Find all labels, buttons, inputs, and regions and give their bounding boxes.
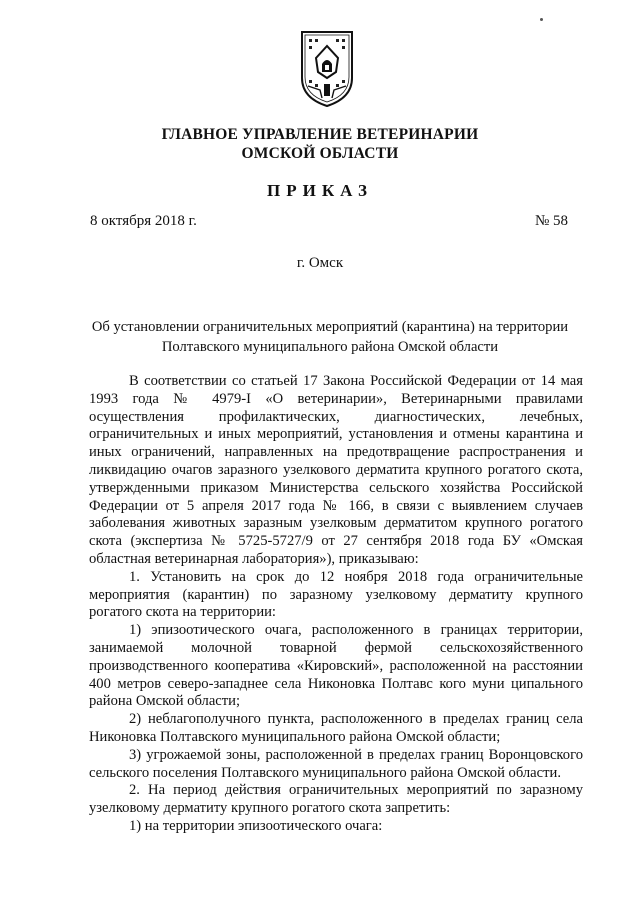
document-date: 8 октября 2018 г. <box>90 213 197 229</box>
order-item-1-subitem-3: 3) угрожаемой зоны, расположенной в пределах границ Воронцовского сельского поселения Полтавского муниципального района Омской области. <box>89 746 583 781</box>
subject-line-1: Об установлении ограничительных мероприятий (карантина) на территории <box>91 319 569 335</box>
coat-of-arms-emblem <box>300 28 354 108</box>
order-item-1-subitem-2: 2) неблагополучного пункта, расположенного в пределах границ села Никоновка Полтавского муниципального района Омской области; <box>89 711 583 745</box>
document-city: г. Омск <box>296 255 344 271</box>
document-subject <box>80 318 580 357</box>
document-type-title: ПРИКАЗ <box>267 181 373 200</box>
document-body <box>89 373 583 836</box>
order-item-2-subitem-1: 1) на территории эпизоотического очага: <box>129 817 383 834</box>
subject-line-2: Полтавского муниципального района Омской области <box>161 338 499 355</box>
authority-line-1: ГЛАВНОЕ УПРАВЛЕНИЕ ВЕТЕРИНАРИИ <box>161 126 479 143</box>
order-item-1-subitem-1: 1) эпизоотического очага, расположенного в границах территории, занимаемой молочной товарной фермой сельскохозяйственного производственного кооператива «Кировский», расположенной на расстоянии 400 метров северо-западнее села Никоновка Полтавс кого муни ципального района Омской области; <box>89 622 583 710</box>
scan-speck <box>540 18 543 21</box>
authority-line-2: ОМСКОЙ ОБЛАСТИ <box>241 145 399 162</box>
authority-name <box>0 125 640 163</box>
preamble-paragraph: В соответствии со статьей 17 Закона Российской Федерации от 14 мая 1993 года № 4979-I «О ветеринарии», Ветеринарными правилами осуществления профилактических, диагностических, лечебных, ограничительных и иных мероприятий, установления и отмены карантина и иных ограничений, направленных на предотвращение распространения и ликвидацию очагов заразного узелкового дерматита крупного рогатого скота, утвержденными приказом Министерства сельского хозяйства Российской Федерации от 5 апреля 2017 года № 166, в связи с выявлением случаев заболевания животных заразным узелковым дерматитом крупного рогатого скота (экспертиза № 5725-5727/9 от 27 сентября 2018 года БУ «Омская областная ветеринарная лаборатория»), приказываю: <box>89 373 583 567</box>
document-number: № 58 <box>534 213 568 229</box>
order-item-1: 1. Установить на срок до 12 ноября 2018 года ограничительные мероприятия (карантин) по заразному узелковому дерматиту крупного рогатого скота на территории: <box>89 568 583 621</box>
order-item-2: 2. На период действия ограничительных мероприятий по заразному узелковому дерматиту крупного рогатого скота запретить: <box>89 782 583 817</box>
